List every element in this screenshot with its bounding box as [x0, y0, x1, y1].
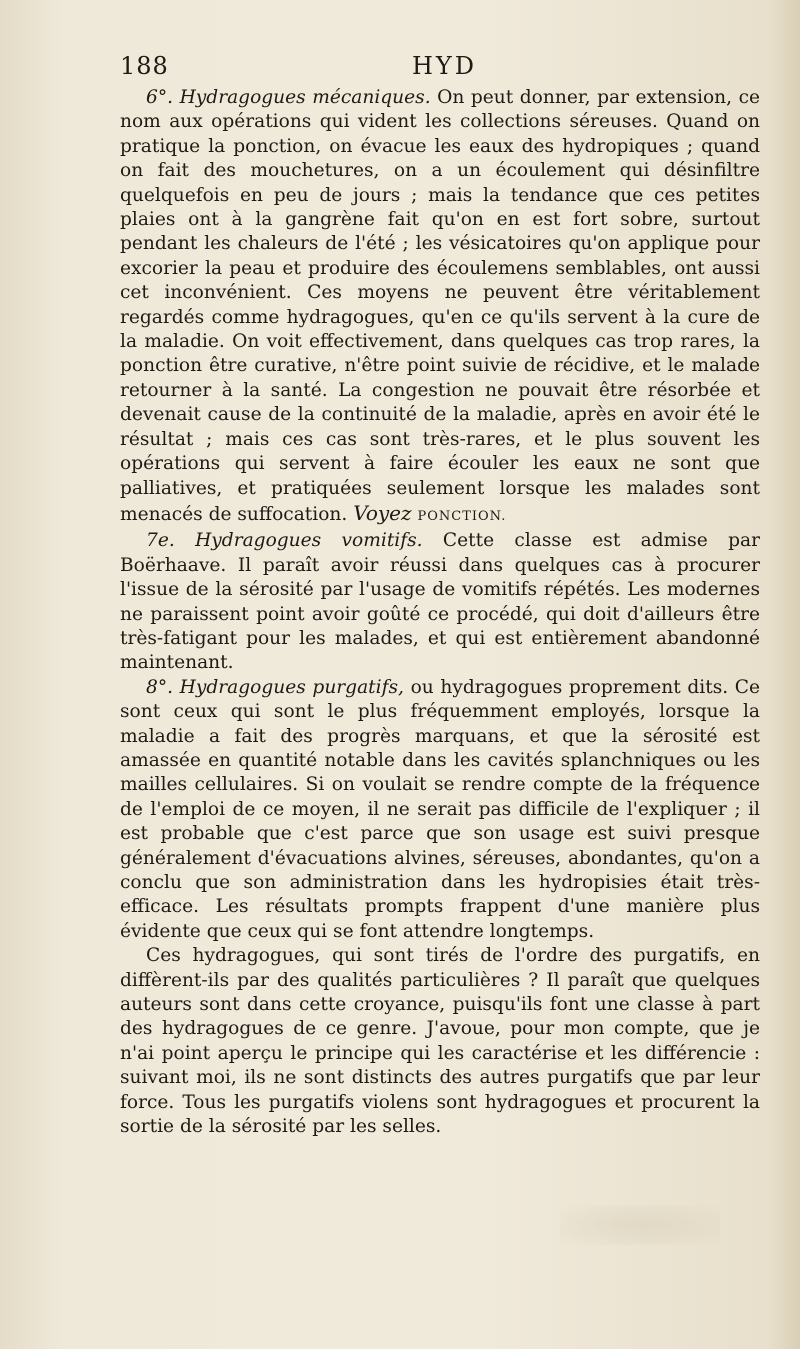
cross-reference-target: PONCTION. [417, 508, 507, 524]
section-heading: HYD [412, 52, 478, 80]
running-head [120, 52, 760, 84]
paragraph-lead: 8°. Hydragogues purgatifs, [146, 676, 404, 698]
paragraph-lead: 7e. Hydragogues vomitifs. [146, 530, 423, 552]
body-text [120, 86, 760, 1139]
paragraph-text: On peut donner, par extension, ce nom aux opérations qui vident les collections séreuses. Quand on pratique la ponction, on évacue les eaux des hydropiques ; quand on fait des mouchetures, on a un écoulement qui désinfiltre quelquefois en peu de jours ; mais la tendance que ces petites plaies ont à la gangrène fait qu'on en est fort sobre, surtout pendant les chaleurs de l'été ; les vésicatoires qu'on applique pour excorier la peau et produire des écoulemens semblables, ont aussi cet inconvénient. Ces moyens ne peuvent être véritablement regardés comme hydragogues, qu'en ce qu'ils servent à la cure de la maladie. On voit effectivement, dans quelques cas trop rares, la ponction être curative, n'être point suivie de récidive, et le malade retourner à la santé. La congestion ne pouvait être résorbée et devenait cause de la continuité de la maladie, après en avoir été le résultat ; mais ces cas sont très-rares, et le plus souvent les opérations qui servent à faire écouler les eaux ne sont que palliatives, et pratiquées seulement lorsque les malades sont menacés de suffocation. [120, 87, 760, 525]
paper-stain [560, 1205, 720, 1245]
paragraph-lead: 6°. Hydragogues mécaniques. [146, 87, 431, 108]
paragraph-mecaniques [120, 86, 760, 529]
cross-reference-word: Voyez [353, 500, 412, 525]
paragraph-purgatifs [120, 676, 760, 944]
paragraph-text: ou hydragogues proprement dits. Ce sont ceux qui sont le plus fréquemment employés, lorsque la maladie a fait des progrès marquans, et que la sérosité est amassée en quantité notable dans les cavités splanchniques ou les mailles cellulaires. Si on voulait se rendre compte de la fréquence de l'emploi de ce moyen, il ne serait pas difficile de l'expliquer ; il est probable que c'est parce que son usage est suivi presque généralement d'évacuations alvines, séreuses, abondantes, qu'on a conclu que son administration dans les hydropisies était très-efficace. Les résultats prompts frappent d'une manière plus évidente que ceux qui se font attendre longtemps. [120, 676, 761, 942]
paragraph-text: Ces hydragogues, qui sont tirés de l'ordre des purgatifs, en diffèrent-ils par des qualités particulières ? Il paraît que quelques auteurs sont dans cette croyance, puisqu'ils font une classe à part des hydragogues de ce genre. J'avoue, pour mon compte, que je n'ai point aperçu le principe qui les caractérise et les différencie : suivant moi, ils ne sont distincts des autres purgatifs que par leur force. Tous les purgatifs violens sont hydragogues et procurent la sortie de la sérosité par les selles. [120, 945, 760, 1138]
page-number: 188 [120, 52, 169, 80]
paragraph-vomitifs [120, 529, 760, 675]
paragraph-hydragogues-purgatifs [120, 944, 760, 1139]
paragraph-text: Cette classe est admise par Boërhaave. Il paraît avoir réussi dans quelques cas à procurer l'issue de la sérosité par l'usage de vomitifs répétés. Les modernes ne paraissent point avoir goûté ce procédé, qui doit d'ailleurs être très-fatigant pour les malades, et qui est entièrement abandonné maintenant. [120, 530, 760, 674]
